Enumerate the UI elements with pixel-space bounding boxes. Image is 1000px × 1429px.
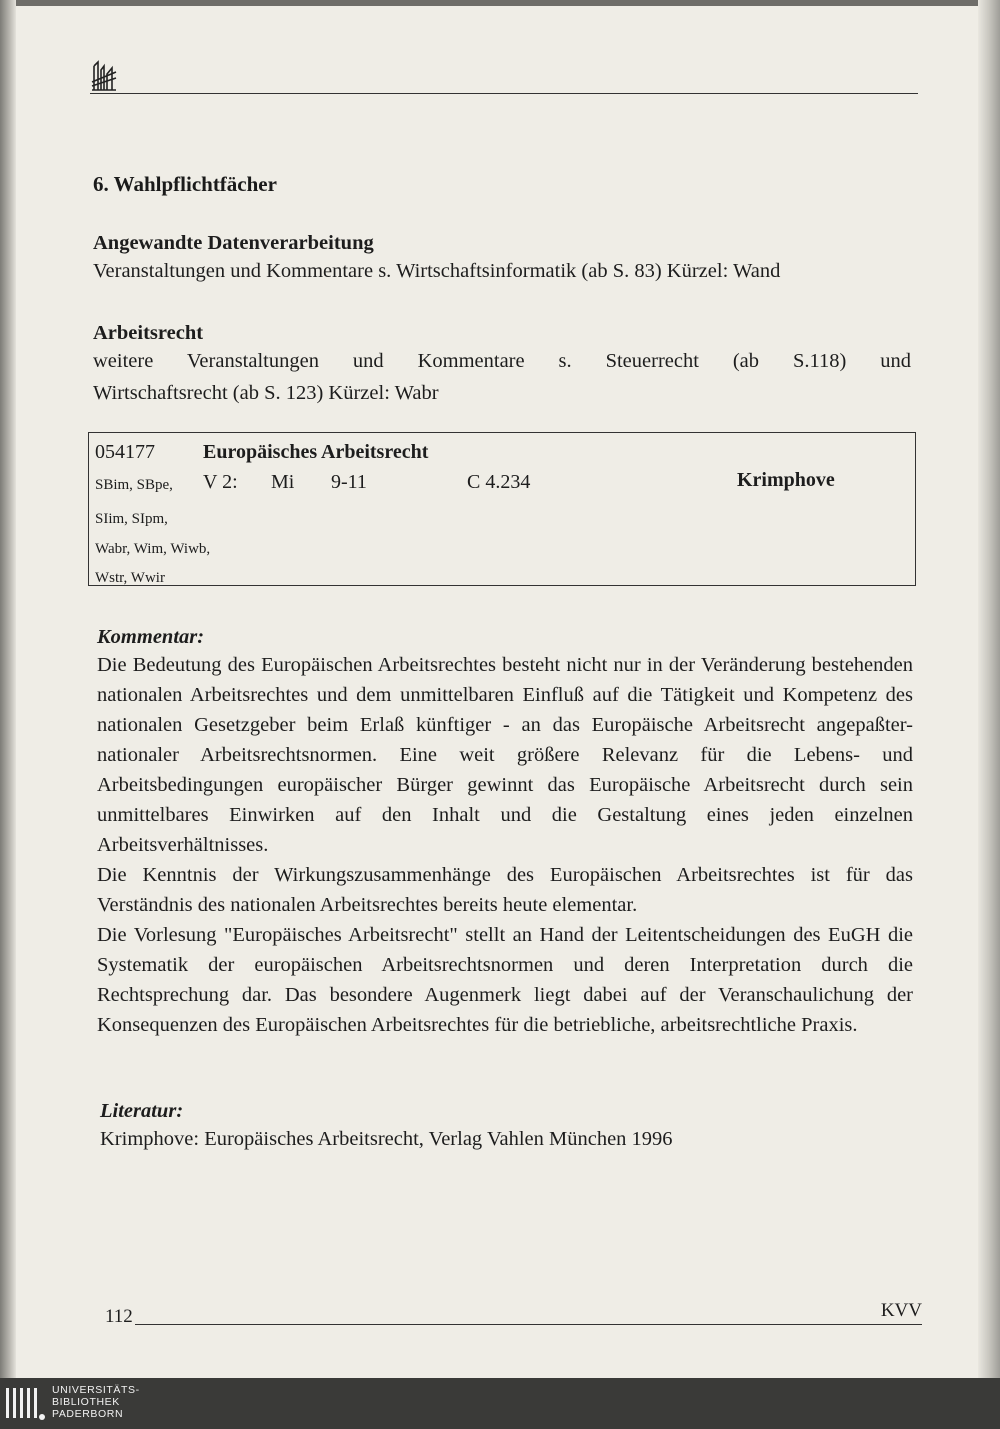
library-name-line-2: BIBLIOTHEK [52, 1396, 120, 1408]
literatur-text: Krimphove: Europäisches Arbeitsrecht, Verlag Vahlen München 1996 [100, 1128, 673, 1150]
section-text-arbeitsrecht-line1: weitere Veranstaltungen und Kommentare s. Steuerrecht (ab S.118) und [93, 350, 911, 372]
section-text-arbeitsrecht-line2: Wirtschaftsrecht (ab S. 123) Kürzel: Wabr [93, 382, 439, 404]
page-number: 112 [105, 1306, 133, 1327]
university-logo-icon [90, 60, 118, 92]
course-codes-3: Wabr, Wim, Wiwb, [95, 541, 211, 557]
library-logo-icon [6, 1386, 46, 1422]
page-top-edge [0, 0, 1000, 6]
section-title-datenverarbeitung: Angewandte Datenverarbeitung [93, 232, 374, 254]
kommentar-paragraph-3: Die Vorlesung "Europäisches Arbeitsrecht" stellt an Hand der Leitentscheidungen des EuGH die Systematik der europäischen Arbeitsrechtsnormen und deren Interpretation durch die Rechtsprechung dar. Das besondere Augenmerk liegt dabei auf der Veranschaulichung der Konsequenzen des Europäischen Arbeitsrechtes für die betriebliche, arbeitsrechtliche Praxis. [97, 924, 913, 1036]
course-number: 054177 [95, 441, 155, 463]
course-codes-1: SBim, SBpe, [95, 477, 173, 493]
literatur-label: Literatur: [100, 1100, 184, 1122]
footer-rule [135, 1324, 922, 1325]
kommentar-body [97, 650, 913, 1040]
library-name-line-1: UNIVERSITÄTS- [52, 1384, 140, 1396]
course-type: V 2: [203, 471, 238, 493]
section-text-datenverarbeitung: Veranstaltungen und Kommentare s. Wirtschaftsinformatik (ab S. 83) Kürzel: Wand [93, 260, 781, 282]
footer-kvv: KVV [880, 1300, 922, 1321]
page-left-edge [0, 0, 16, 1378]
course-room: C 4.234 [467, 471, 531, 493]
library-name-line-3: PADERBORN [52, 1408, 124, 1420]
course-codes-4: Wstr, Wwir [95, 570, 165, 586]
kommentar-label: Kommentar: [97, 626, 205, 648]
kommentar-paragraph-1: Die Bedeutung des Europäischen Arbeitsrechtes besteht nicht nur in der Veränderung bestehenden nationalen Arbeitsrechtes und dem unmittelbaren Einfluß auf die Tätigkeit und Kompetenz des nationalen Gesetzgeber beim Erlaß künftiger - an das Europäische Arbeitsrecht angepaßter- nationaler Arbeitsrechtsnormen. Eine weit größere Relevanz für die Lebens- und Arbeitsbedingungen europäischer Bürger gewinnt das Europäische Arbeitsrecht durch sein unmittelbares Einwirken auf den Inhalt und die Gestaltung eines jeden einzelnen Arbeitsverhältnisses. [97, 654, 913, 856]
course-box [88, 432, 916, 586]
page-right-edge [978, 0, 1000, 1378]
course-title: Europäisches Arbeitsrecht [203, 441, 429, 463]
course-lecturer: Krimphove [737, 469, 835, 491]
section-title-arbeitsrecht: Arbeitsrecht [93, 322, 204, 344]
header-rule [90, 93, 918, 94]
course-codes-2: SIim, SIpm, [95, 511, 168, 527]
chapter-heading: 6. Wahlpflichtfächer [93, 172, 277, 196]
library-stamp [0, 1378, 1000, 1429]
library-name [52, 1384, 140, 1420]
course-day: Mi [271, 471, 295, 493]
course-time: 9-11 [331, 471, 367, 493]
kommentar-paragraph-2: Die Kenntnis der Wirkungszusammenhänge des Europäischen Arbeitsrechtes ist für das Verständnis des nationalen Arbeitsrechtes bereits heute elementar. [97, 864, 913, 916]
